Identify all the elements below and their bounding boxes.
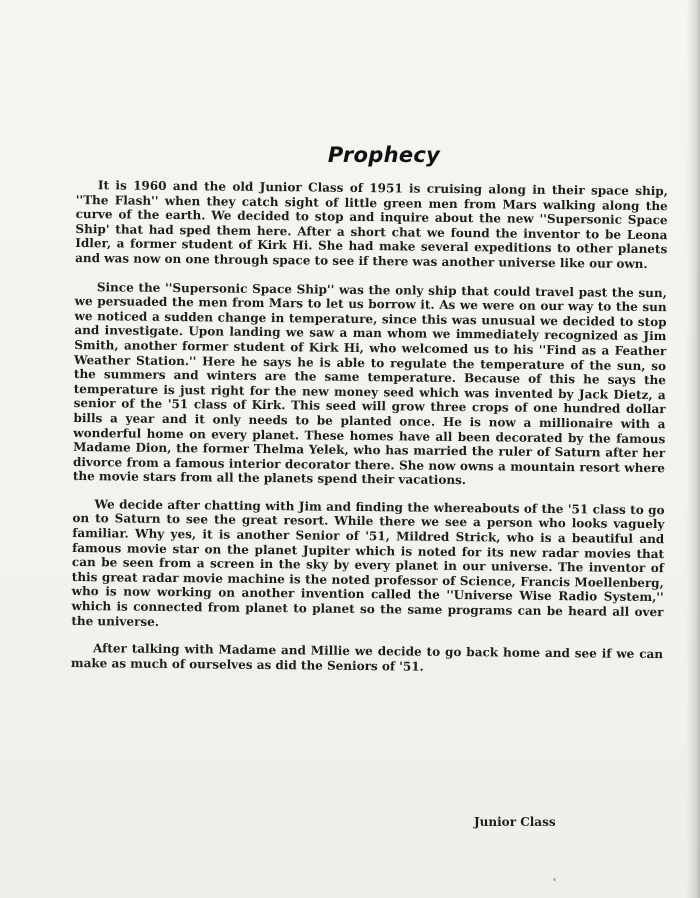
paper-speck [553, 878, 556, 881]
paragraph-2: Since the ''Supersonic Space Ship'' was the only ship that could travel past the sun, we persuaded the men from Mars to let us borrow it. As we were on our way to the sun we noticed a sudden change in temperature, since this was unusual we decided to stop and investigate. Upon landing we saw a man whom we immediately recognized as Jim Smith, another former student of Kirk Hi, who welcomed us to his ''Find as a Feather Weather Station.'' Here he says he is able to regulate the temperature of the sun, so the summers and winters are the same temperature. Because of this he says the temperature is just right for the new money seed which was invented by Jack Dietz, a senior of the '51 class of Kirk. This seed will grow three crops of one hundred dollar bills a year and it only needs to be planted once. He is now a millionaire with a wonderful home on every planet. These homes have all been decorated by the famous Madame Dion, the former Thelma Yelek, who has married the ruler of Saturn after her divorce from a famous interior decorator there. She now owns a mountain resort where the movie stars from all the planets spend their vacations. [72, 279, 667, 488]
signature: Junior Class [474, 815, 556, 829]
paragraph-4: After talking with Madame and Millie we decide to go back home and see if we can make as much of ourselves as did the Seniors of '51. [70, 641, 664, 674]
article-body [71, 178, 668, 677]
page-title: Prophecy [327, 143, 441, 167]
paragraph-1: It is 1960 and the old Junior Class of 1951 is cruising along in their space ship, ''The Flash'' when they catch sight of little green men from Mars walking along the curve of the earth. We decided to stop and inquire about the new ''Supersonic Space Ship' that had sped them here. After a short chat we found the inventor to be Leona Idler, a former student of Kirk Hi. She had make several expeditions to other planets and was now on one through space to see if there was another universe like our own. [75, 178, 668, 271]
paragraph-3: We decide after chatting with Jim and finding the whereabouts of the '51 class to go on to Saturn to see the great resort. While there we see a person who looks vaguely familiar. Why yes, it is another Senior of '51, Mildred Strick, who is a beautiful and famous movie star on the planet Jupiter which is noted for its new radar movies that can be seen from a screen in the sky by every planet in our universe. The inventor of this great radar movie machine is the noted professor of Science, Francis Moellenberg, who is now working on another invention called the ''Universe Wise Radio System,'' which is connected from planet to planet so the same programs can be heard all over the universe. [71, 497, 665, 629]
page-edge-shadow [686, 0, 700, 898]
